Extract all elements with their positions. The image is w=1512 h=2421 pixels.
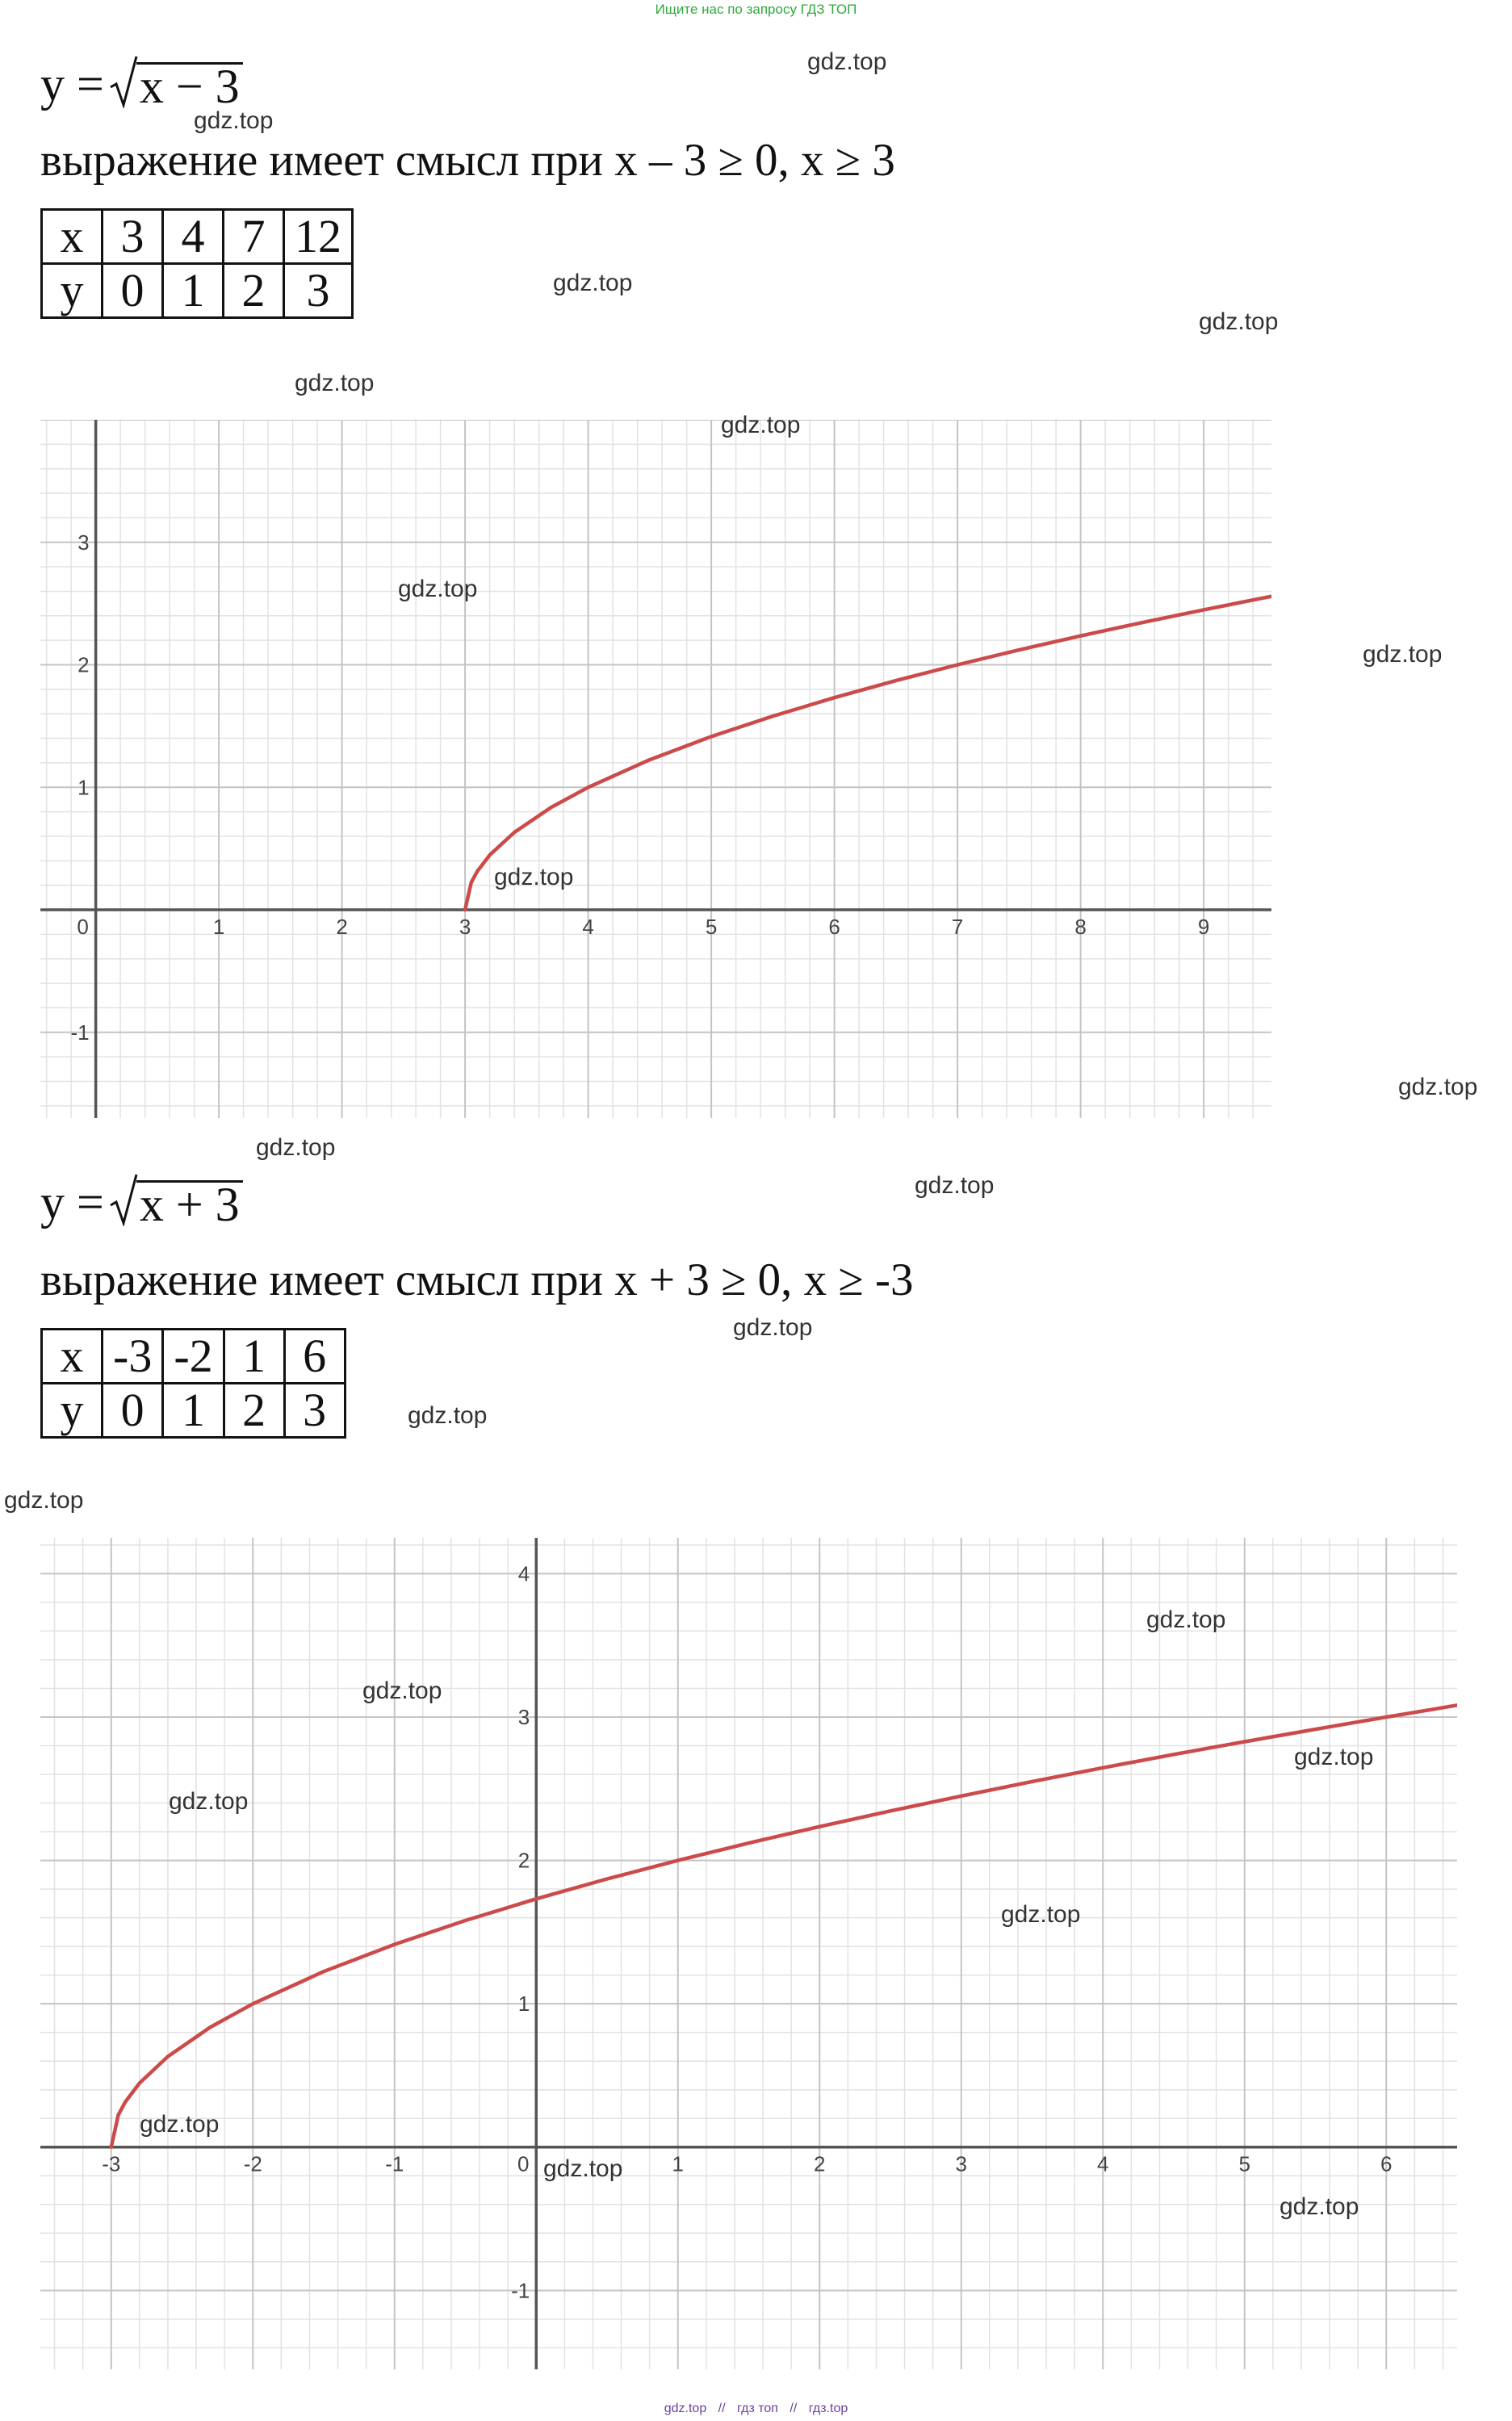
footer-separator: // <box>790 2402 798 2415</box>
table-2-x-cell: 1 <box>224 1330 284 1384</box>
table-1-x-label: x <box>42 210 103 264</box>
watermark: gdz.top <box>1363 641 1443 668</box>
radical-sign-1 <box>109 55 138 108</box>
footer-separator: // <box>718 2402 726 2415</box>
x-tick-label: 0 <box>77 915 89 940</box>
x-tick-label: 8 <box>1074 915 1087 940</box>
table-row <box>42 210 353 264</box>
x-tick-label: 2 <box>814 2151 826 2176</box>
table-2-x-cell: -2 <box>163 1330 224 1384</box>
y-tick-label: 3 <box>77 530 90 555</box>
table-1-y-cell: 3 <box>284 264 353 318</box>
y-tick-label: 1 <box>77 775 90 800</box>
watermark: gdz.top <box>295 370 375 396</box>
table-1-x-cell: 4 <box>163 210 224 264</box>
header-note: Ищите нас по запросу ГДЗ ТОП <box>655 2 857 17</box>
table-1-y-label: y <box>42 264 103 318</box>
table-1-y-cell: 0 <box>103 264 163 318</box>
table-1-x-cell: 3 <box>103 210 163 264</box>
table-2-x-label: x <box>42 1330 103 1384</box>
watermark: gdz.top <box>194 107 274 134</box>
graph-sqrt-x-plus-3 <box>40 1538 1457 2369</box>
table-1-y-cell: 2 <box>224 264 284 318</box>
watermark: gdz.top <box>169 1788 249 1815</box>
watermark: gdz.top <box>543 2155 623 2182</box>
x-tick-label: 1 <box>672 2151 684 2176</box>
formula-2-prefix: y = <box>40 1175 104 1229</box>
watermark: gdz.top <box>1398 1074 1478 1100</box>
domain-text-2: выражение имеет смысл при x + 3 ≥ 0, x ≥ -3 <box>40 1254 914 1305</box>
table-2-x-cell: 6 <box>284 1330 345 1384</box>
table-1-x-cell: 7 <box>224 210 284 264</box>
x-tick-label: 5 <box>705 915 718 940</box>
x-tick-label: -2 <box>243 2151 262 2176</box>
formula-2 <box>40 1173 243 1231</box>
y-tick-label: 4 <box>517 1561 530 1586</box>
curve-series-2 <box>111 1705 1457 2147</box>
watermark: gdz.top <box>140 2111 220 2138</box>
footer-link[interactable]: gdz.top <box>664 2402 707 2415</box>
footer-link[interactable]: гдз топ <box>737 2402 778 2415</box>
watermark: gdz.top <box>1199 308 1279 335</box>
watermark: gdz.top <box>362 1678 442 1704</box>
watermark: gdz.top <box>553 270 633 296</box>
x-tick-label: 2 <box>336 915 348 940</box>
table-2-x-cell: -3 <box>103 1330 163 1384</box>
domain-text-1: выражение имеет смысл при x – 3 ≥ 0, x ≥ 3 <box>40 135 895 186</box>
table-row <box>42 1384 346 1438</box>
x-tick-label: -1 <box>385 2151 404 2176</box>
x-tick-label: 4 <box>1097 2151 1109 2176</box>
watermark: gdz.top <box>915 1172 995 1199</box>
x-tick-label: 3 <box>955 2151 967 2176</box>
y-tick-label: 1 <box>517 1992 530 2017</box>
table-1-y-cell: 1 <box>163 264 224 318</box>
watermark: gdz.top <box>256 1134 336 1161</box>
formula-1-radicand: x − 3 <box>136 62 243 108</box>
watermark: gdz.top <box>1280 2193 1359 2220</box>
x-tick-label: 4 <box>582 915 594 940</box>
table-row <box>42 1330 346 1384</box>
value-table-1 <box>40 208 354 319</box>
x-tick-label: 9 <box>1197 915 1210 940</box>
x-tick-label: 1 <box>212 915 225 940</box>
watermark: gdz.top <box>733 1314 813 1341</box>
graph-sqrt-x-minus-3 <box>40 420 1271 1118</box>
x-tick-label: -3 <box>102 2151 121 2176</box>
y-tick-label: 3 <box>517 1704 530 1729</box>
table-2-y-cell: 0 <box>103 1384 163 1438</box>
watermark: gdz.top <box>1294 1744 1374 1770</box>
watermark: gdz.top <box>398 576 478 602</box>
y-tick-label: -1 <box>511 2278 530 2303</box>
y-tick-label: 2 <box>77 652 90 677</box>
footer-links <box>0 2402 1512 2416</box>
x-tick-label: 3 <box>459 915 471 940</box>
watermark: gdz.top <box>1146 1606 1226 1633</box>
x-tick-label: 7 <box>951 915 964 940</box>
watermark: gdz.top <box>1001 1901 1081 1928</box>
formula-2-radicand: x + 3 <box>136 1180 243 1226</box>
table-row <box>42 264 353 318</box>
footer-link[interactable]: гдз.top <box>808 2402 848 2415</box>
y-tick-label: 2 <box>517 1848 530 1873</box>
table-1-x-cell: 12 <box>284 210 353 264</box>
formula-1-prefix: y = <box>40 57 104 111</box>
watermark: gdz.top <box>408 1402 488 1429</box>
x-tick-label: 6 <box>1380 2151 1393 2176</box>
curve-series-1 <box>465 597 1271 910</box>
watermark: gdz.top <box>721 412 801 438</box>
x-tick-label: 5 <box>1238 2151 1250 2176</box>
table-2-y-label: y <box>42 1384 103 1438</box>
watermark: gdz.top <box>807 48 887 75</box>
x-tick-label: 6 <box>828 915 840 940</box>
table-2-y-cell: 1 <box>163 1384 224 1438</box>
watermark: gdz.top <box>494 864 574 890</box>
table-2-y-cell: 3 <box>284 1384 345 1438</box>
radical-sign-2 <box>109 1173 138 1226</box>
value-table-2 <box>40 1328 346 1439</box>
formula-1 <box>40 55 243 113</box>
table-2-y-cell: 2 <box>224 1384 284 1438</box>
x-tick-label: 0 <box>517 2151 530 2176</box>
y-tick-label: -1 <box>70 1020 90 1045</box>
watermark: gdz.top <box>4 1487 84 1514</box>
